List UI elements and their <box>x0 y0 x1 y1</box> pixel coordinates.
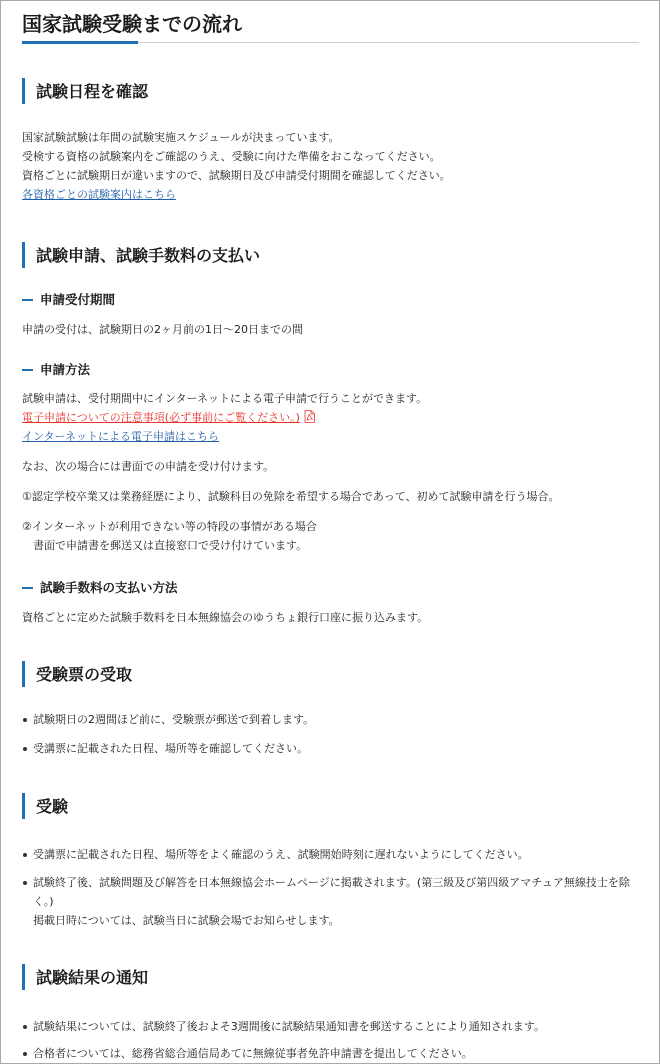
page <box>1 1 659 1063</box>
method-text-4: ②インターネットが利用できない等の特段の事情がある場合 <box>22 520 317 533</box>
schedule-text-3: 資格ごとに試験期日が違いますので、試験期日及び申請受付期間を確認してください。 <box>22 169 451 182</box>
section-heading-results: 試験結果の通知 <box>22 967 639 989</box>
method-text-5: 書面で申請書を郵送又は直接窓口で受け付けています。 <box>33 539 308 552</box>
section-heading-schedule: 試験日程を確認 <box>22 81 639 103</box>
exam-guide-link[interactable]: 各資格ごとの試験案内はこちら <box>22 188 176 201</box>
dash-marker <box>22 299 33 301</box>
subheading-payment <box>22 579 639 597</box>
list-item: 試験結果については、試験終了後およそ3週間後に試験結果通知書を郵送することにより通知されます。 <box>22 1017 639 1036</box>
ticket-list <box>22 710 639 758</box>
schedule-text-1: 国家試験試験は年間の試験実施スケジュールが決まっています。 <box>22 131 340 144</box>
period-text: 申請の受付は、試験期日の2ヶ月前の1日～20日までの間 <box>22 323 303 336</box>
section-heading-exam: 受験 <box>22 796 639 818</box>
list-item: 受講票に記載された日程、場所等を確認してください。 <box>22 739 639 758</box>
method-body <box>22 389 639 555</box>
method-text-1: 試験申請は、受付期間中にインターネットによる電子申請で行うことができます。 <box>22 392 428 405</box>
list-item: 受講票に記載された日程、場所等をよく確認のうえ、試験開始時刻に遅れないようにしてください。 <box>22 845 639 864</box>
results-list <box>22 1017 639 1063</box>
exam-list <box>22 845 639 930</box>
list-item-note: 掲載日時については、試験当日に試験会場でお知らせします。 <box>33 914 340 927</box>
e-application-link[interactable]: インターネットによる電子申請はこちら <box>22 430 220 443</box>
method-text-3: ①認定学校卒業又は業務経歴により、試験科目の免除を希望する場合であって、初めて試験申請を行う場合。 <box>22 490 560 503</box>
subheading-period-label: 申請受付期間 <box>40 292 116 307</box>
list-item: 試験期日の2週間ほど前に、受験票が郵送で到着します。 <box>22 710 639 729</box>
list-item-text: 試験終了後、試験問題及び解答を日本無線協会ホームページに掲載されます。(第三級及び第四級アマチュア無線技士を除く。) <box>33 876 630 908</box>
section-heading-application: 試験申請、試験手数料の支払い <box>22 245 639 267</box>
dash-marker <box>22 587 33 589</box>
subheading-payment-label: 試験手数料の支払い方法 <box>40 580 178 595</box>
section-schedule-body <box>22 128 639 204</box>
subheading-method-label: 申請方法 <box>40 362 91 377</box>
list-item <box>22 873 639 930</box>
payment-text: 資格ごとに定めた試験手数料を日本無線協会のゆうちょ銀行口座に振り込みます。 <box>22 611 429 624</box>
schedule-text-2: 受検する資格の試験案内をご確認のうえ、受験に向けた準備をおこなってください。 <box>22 150 441 163</box>
method-text-2: なお、次の場合には書面での申請を受け付けます。 <box>22 460 275 473</box>
page-title: 国家試験受験までの流れ <box>22 1 639 43</box>
dash-marker <box>22 369 33 371</box>
subheading-method <box>22 361 639 379</box>
e-application-notes-link[interactable]: 電子申請についての注意事項(必ず事前にご覧ください。) <box>22 411 300 424</box>
list-item: 合格者については、総務省総合通信局あてに無線従事者免許申請書を提出してください。 <box>22 1044 639 1063</box>
pdf-icon <box>304 410 315 423</box>
section-heading-ticket: 受験票の受取 <box>22 664 639 686</box>
subheading-period <box>22 291 639 309</box>
